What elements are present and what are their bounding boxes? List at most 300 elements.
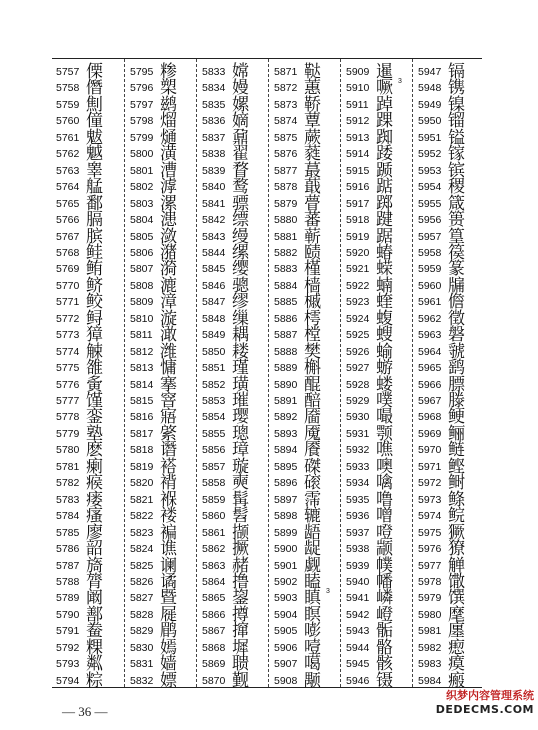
character-number: 5873 — [274, 98, 298, 111]
character-number: 5932 — [346, 444, 370, 457]
character-number: 5860 — [202, 510, 226, 523]
character-number: 5759 — [56, 98, 80, 111]
character-glyph: 觯 — [448, 555, 465, 576]
character-glyph: 蝓 — [376, 341, 393, 362]
character-glyph: 嫘 — [232, 94, 249, 115]
character-number: 5788 — [56, 575, 80, 588]
character-glyph: 骠 — [232, 193, 249, 214]
character-glyph: 瞑 — [304, 604, 321, 625]
character-glyph: 瑾 — [232, 358, 249, 379]
character-glyph: 缨 — [232, 259, 249, 280]
character-number: 5784 — [56, 510, 80, 523]
character-glyph: 辘 — [304, 506, 321, 527]
character-number: 5970 — [418, 444, 442, 457]
character-number: 5820 — [130, 477, 154, 490]
character-number: 5780 — [56, 444, 80, 457]
character-number: 5917 — [346, 197, 370, 210]
character-glyph: 樘 — [304, 325, 321, 346]
character-glyph: 獗 — [448, 522, 465, 543]
character-number: 5922 — [346, 279, 370, 292]
character-glyph: 颛 — [376, 539, 393, 560]
character-number: 5943 — [346, 625, 370, 638]
character-glyph: 褡 — [160, 456, 177, 477]
character-glyph: 蕺 — [304, 177, 321, 198]
character-number: 5893 — [274, 427, 298, 440]
character-number: 5804 — [130, 214, 154, 227]
character-number: 5942 — [346, 608, 370, 621]
column-divider — [412, 59, 413, 687]
character-number: 5900 — [274, 543, 298, 556]
character-glyph: 骼 — [376, 637, 393, 658]
character-glyph: 滕 — [448, 391, 465, 411]
character-glyph: 膂 — [86, 571, 103, 592]
character-glyph: 鲞 — [86, 621, 103, 642]
character-glyph: 篌 — [448, 242, 465, 263]
character-glyph: 鲟 — [86, 308, 103, 329]
character-number: 5858 — [202, 477, 226, 490]
character-number: 5901 — [274, 559, 298, 572]
character-number: 5966 — [418, 378, 442, 391]
character-glyph: 褛 — [160, 506, 177, 527]
watermark-url: DEDECMS.COM — [435, 703, 534, 716]
character-number: 5925 — [346, 329, 370, 342]
character-number: 5778 — [56, 411, 80, 424]
character-number: 5817 — [130, 427, 154, 440]
character-glyph: 蕙 — [304, 78, 321, 99]
character-number: 5790 — [56, 608, 80, 621]
character-glyph: 瘌 — [86, 456, 103, 477]
character-number: 5835 — [202, 98, 226, 111]
character-glyph: 夤 — [86, 374, 103, 395]
superscript-note: 3 — [326, 588, 330, 596]
character-glyph: 噘 — [376, 78, 393, 99]
character-glyph: 赭 — [232, 555, 249, 576]
character-number: 5913 — [346, 131, 370, 144]
character-number: 5857 — [202, 460, 226, 473]
character-glyph: 霈 — [304, 489, 321, 510]
character-number: 5870 — [202, 674, 226, 687]
character-number: 5971 — [418, 460, 442, 473]
character-glyph: 鋆 — [232, 588, 249, 609]
character-glyph: 鹚 — [160, 94, 177, 115]
character-number: 5928 — [346, 378, 370, 391]
character-number: 5805 — [130, 230, 154, 243]
character-glyph: 蕈 — [304, 111, 321, 132]
character-glyph: 鲔 — [86, 259, 103, 280]
character-number: 5955 — [418, 197, 442, 210]
character-number: 5938 — [346, 543, 370, 556]
character-number: 5842 — [202, 214, 226, 227]
character-number: 5940 — [346, 575, 370, 588]
character-number: 5969 — [418, 427, 442, 440]
character-number: 5787 — [56, 559, 80, 572]
character-glyph: 瘊 — [86, 473, 103, 494]
character-number: 5964 — [418, 345, 442, 358]
character-number: 5770 — [56, 279, 80, 292]
character-glyph: 嫚 — [232, 78, 249, 99]
character-number: 5809 — [130, 296, 154, 309]
character-glyph: 龉 — [304, 522, 321, 543]
character-number: 5849 — [202, 329, 226, 342]
character-number: 5912 — [346, 115, 370, 128]
character-number: 5794 — [56, 674, 80, 687]
character-glyph: 谰 — [160, 555, 177, 576]
character-number: 5983 — [418, 658, 442, 671]
character-number: 5757 — [56, 66, 80, 78]
character-glyph: 缫 — [232, 308, 249, 329]
character-number: 5904 — [274, 608, 298, 621]
character-glyph: 噙 — [376, 473, 393, 494]
character-number: 5875 — [274, 131, 298, 144]
character-number: 5811 — [130, 329, 153, 342]
character-number: 5798 — [130, 115, 154, 128]
character-number: 5851 — [202, 362, 226, 375]
character-glyph: 髯 — [232, 489, 249, 510]
character-number: 5982 — [418, 641, 442, 654]
character-number: 5975 — [418, 526, 442, 539]
character-glyph: 蕞 — [304, 160, 321, 181]
character-number: 5885 — [274, 296, 298, 309]
character-glyph: 睾 — [86, 160, 103, 181]
character-glyph: 撺 — [232, 621, 249, 642]
character-number: 5839 — [202, 164, 226, 177]
character-number: 5945 — [346, 658, 370, 671]
character-number: 5874 — [274, 115, 298, 128]
character-number: 5865 — [202, 592, 226, 605]
character-number: 5876 — [274, 148, 298, 161]
character-glyph: 噶 — [304, 654, 321, 675]
table-column — [126, 59, 198, 691]
character-glyph: 璁 — [232, 423, 249, 444]
character-glyph: 虢 — [448, 341, 465, 362]
character-number: 5785 — [56, 526, 80, 539]
character-glyph: 撅 — [232, 539, 249, 560]
character-number: 5777 — [56, 395, 80, 407]
table-row — [198, 670, 270, 692]
character-glyph: 觫 — [86, 341, 103, 362]
character-number: 5878 — [274, 181, 298, 194]
character-glyph: 蕃 — [304, 210, 321, 231]
character-glyph: 蝮 — [376, 308, 393, 329]
character-number: 5772 — [56, 312, 80, 325]
character-number: 5948 — [418, 82, 442, 95]
character-glyph: 獐 — [86, 325, 103, 346]
character-glyph: 麾 — [448, 604, 465, 625]
character-number: 5762 — [56, 148, 80, 161]
watermark-title: 织梦内容管理系统 — [446, 689, 534, 702]
character-glyph: 粼 — [86, 654, 103, 675]
character-glyph: 颙 — [304, 670, 321, 691]
character-glyph: 醅 — [304, 391, 321, 411]
character-glyph: 麽 — [86, 440, 103, 461]
watermark — [402, 689, 534, 716]
character-glyph: 蝣 — [376, 358, 393, 379]
character-glyph: 璀 — [232, 391, 249, 411]
character-number: 5915 — [346, 164, 370, 177]
character-number: 5789 — [56, 592, 80, 605]
character-glyph: 镓 — [448, 144, 465, 165]
character-number: 5930 — [346, 411, 370, 424]
character-number: 5979 — [418, 592, 442, 605]
character-glyph: 磙 — [304, 473, 321, 494]
character-number: 5823 — [130, 526, 154, 539]
character-number: 5775 — [56, 362, 80, 375]
character-glyph: 魃 — [86, 127, 103, 148]
character-glyph: 噜 — [376, 489, 393, 510]
character-glyph: 骸 — [376, 654, 393, 675]
character-glyph: 蕲 — [304, 226, 321, 247]
character-number: 5890 — [274, 378, 298, 391]
character-number: 5834 — [202, 82, 226, 95]
character-number: 5902 — [274, 575, 298, 588]
character-glyph: 嘬 — [376, 407, 393, 428]
character-number: 5911 — [346, 98, 369, 111]
character-number: 5816 — [130, 411, 154, 424]
character-glyph: 漶 — [160, 210, 177, 231]
character-glyph: 熘 — [160, 111, 177, 132]
character-number: 5774 — [56, 345, 80, 358]
character-number: 5896 — [274, 477, 298, 490]
character-number: 5859 — [202, 493, 226, 506]
character-number: 5796 — [130, 82, 154, 95]
character-number: 5933 — [346, 460, 370, 473]
character-glyph: 漯 — [160, 193, 177, 214]
column-divider — [268, 59, 269, 687]
character-number: 5795 — [130, 66, 154, 78]
character-number: 5934 — [346, 477, 370, 490]
character-number: 5833 — [202, 66, 226, 78]
character-number: 5962 — [418, 312, 442, 325]
character-number: 5837 — [202, 131, 226, 144]
character-number: 5944 — [346, 641, 370, 654]
character-number: 5935 — [346, 493, 370, 506]
character-glyph: 粽 — [86, 670, 103, 691]
character-glyph: 璜 — [232, 374, 249, 395]
character-glyph: 鄱 — [86, 193, 103, 214]
character-glyph: 踬 — [376, 160, 393, 181]
character-number: 5840 — [202, 181, 226, 194]
character-glyph: 嫦 — [232, 62, 249, 82]
character-number: 5949 — [418, 98, 442, 111]
character-glyph: 屣 — [160, 604, 177, 625]
character-glyph: 磔 — [304, 456, 321, 477]
character-glyph: 缦 — [232, 226, 249, 247]
character-glyph: 瞢 — [304, 193, 321, 214]
character-number: 5927 — [346, 362, 370, 375]
character-glyph: 樗 — [304, 308, 321, 329]
character-glyph: 稷 — [448, 177, 465, 198]
character-number: 5838 — [202, 148, 226, 161]
character-glyph: 嫣 — [160, 637, 177, 658]
character-number: 5981 — [418, 625, 442, 638]
character-glyph: 璋 — [232, 440, 249, 461]
character-glyph: 箴 — [448, 193, 465, 214]
character-number: 5889 — [274, 362, 298, 375]
character-glyph: 踟 — [376, 127, 393, 148]
character-glyph: 廖 — [86, 522, 103, 543]
character-glyph: 缧 — [232, 242, 249, 263]
character-number: 5952 — [418, 148, 442, 161]
character-glyph: 銮 — [86, 407, 103, 428]
character-glyph: 鲦 — [448, 489, 465, 510]
character-glyph: 膘 — [448, 374, 465, 395]
character-glyph: 鲚 — [86, 275, 103, 296]
character-glyph: 聩 — [232, 654, 249, 675]
character-number: 5763 — [56, 164, 80, 177]
table-row — [270, 670, 342, 692]
character-glyph: 嶝 — [376, 604, 393, 625]
character-glyph: 踔 — [376, 94, 393, 115]
character-number: 5808 — [130, 279, 154, 292]
character-number: 5806 — [130, 246, 154, 259]
character-number: 5767 — [56, 230, 80, 243]
column-divider — [340, 59, 341, 687]
character-glyph: 槊 — [160, 78, 177, 99]
character-glyph: 醌 — [304, 374, 321, 395]
character-glyph: 瘼 — [448, 654, 465, 675]
character-glyph: 窨 — [160, 391, 177, 411]
table-column — [414, 59, 486, 691]
character-number: 5819 — [130, 460, 154, 473]
character-glyph: 漳 — [160, 292, 177, 313]
character-number: 5951 — [418, 131, 442, 144]
character-glyph: 蕨 — [304, 127, 321, 148]
character-glyph: 蕤 — [304, 144, 321, 165]
character-number: 5956 — [418, 214, 442, 227]
character-number: 5853 — [202, 395, 226, 407]
character-glyph: 瞌 — [304, 571, 321, 592]
character-number: 5923 — [346, 296, 370, 309]
character-glyph: 寤 — [160, 407, 177, 428]
character-number: 5924 — [346, 312, 370, 325]
character-glyph: 馔 — [448, 588, 465, 609]
character-glyph: 鲡 — [448, 423, 465, 444]
character-glyph: 噗 — [376, 391, 393, 411]
table-column — [198, 59, 270, 691]
character-number: 5973 — [418, 493, 442, 506]
character-number: 5910 — [346, 82, 370, 95]
character-glyph: 瘛 — [448, 637, 465, 658]
character-number: 5799 — [130, 131, 154, 144]
character-number: 5863 — [202, 559, 226, 572]
character-glyph: 缥 — [232, 210, 249, 231]
character-number: 5855 — [202, 427, 226, 440]
character-number: 5761 — [56, 131, 80, 144]
table-column — [52, 59, 124, 691]
character-number: 5781 — [56, 460, 80, 473]
character-glyph: 嫡 — [232, 111, 249, 132]
character-glyph: 踞 — [376, 226, 393, 247]
character-glyph: 鞑 — [304, 62, 321, 82]
character-number: 5871 — [274, 66, 298, 78]
character-number: 5814 — [130, 378, 154, 391]
character-glyph: 僭 — [86, 78, 103, 99]
character-number: 5883 — [274, 263, 298, 276]
character-glyph: 澉 — [160, 325, 177, 346]
character-number: 5829 — [130, 625, 154, 638]
character-number: 5812 — [130, 345, 154, 358]
character-number: 5768 — [56, 246, 80, 259]
column-divider — [124, 59, 125, 687]
character-number: 5758 — [56, 82, 80, 95]
character-glyph: 瘢 — [448, 670, 465, 691]
character-glyph: 踒 — [376, 144, 393, 165]
character-glyph: 槲 — [304, 358, 321, 379]
character-glyph: 雒 — [86, 358, 103, 379]
character-number: 5815 — [130, 395, 154, 407]
character-number: 5947 — [418, 66, 442, 78]
character-number: 5766 — [56, 214, 80, 227]
character-number: 5856 — [202, 444, 226, 457]
character-number: 5907 — [274, 658, 298, 671]
character-glyph: 奭 — [232, 473, 249, 494]
character-glyph: 塾 — [86, 423, 103, 444]
character-number: 5828 — [130, 608, 154, 621]
character-glyph: 槿 — [304, 259, 321, 280]
character-number: 5972 — [418, 477, 442, 490]
character-number: 5950 — [418, 115, 442, 128]
character-glyph: 蝽 — [376, 242, 393, 263]
character-number: 5776 — [56, 378, 80, 391]
character-glyph: 膈 — [86, 210, 103, 231]
character-glyph: 潋 — [160, 226, 177, 247]
character-number: 5872 — [274, 82, 298, 95]
character-number: 5864 — [202, 575, 226, 588]
character-glyph: 篑 — [448, 210, 465, 231]
character-number: 5905 — [274, 625, 298, 638]
character-number: 5862 — [202, 543, 226, 556]
character-glyph: 磐 — [448, 325, 465, 346]
character-number: 5931 — [346, 427, 370, 440]
character-glyph: 僮 — [86, 111, 103, 132]
character-glyph: 鄯 — [86, 604, 103, 625]
character-glyph: 踺 — [376, 210, 393, 231]
character-glyph: 槭 — [304, 292, 321, 313]
character-number: 5914 — [346, 148, 370, 161]
character-glyph: 鲛 — [86, 292, 103, 313]
character-glyph: 蝰 — [376, 292, 393, 313]
character-number: 5941 — [346, 592, 370, 605]
character-number: 5782 — [56, 477, 80, 490]
character-number: 5978 — [418, 575, 442, 588]
character-glyph: 鞒 — [304, 94, 321, 115]
character-glyph: 觐 — [232, 670, 249, 691]
character-number: 5880 — [274, 214, 298, 227]
character-number: 5906 — [274, 641, 298, 654]
character-glyph: 螋 — [376, 325, 393, 346]
character-glyph: 镌 — [448, 78, 465, 99]
character-number: 5771 — [56, 296, 80, 309]
character-glyph: 鼐 — [232, 127, 249, 148]
character-glyph: 嫖 — [160, 670, 177, 691]
column-divider — [196, 59, 197, 687]
character-number: 5813 — [130, 362, 154, 375]
character-number: 5891 — [274, 395, 298, 407]
character-number: 5918 — [346, 214, 370, 227]
character-number: 5807 — [130, 263, 154, 276]
character-number: 5965 — [418, 362, 442, 375]
character-glyph: 镉 — [448, 62, 465, 82]
character-glyph: 噍 — [376, 440, 393, 461]
character-glyph: 镏 — [448, 111, 465, 132]
character-glyph: 漩 — [160, 308, 177, 329]
character-number: 5866 — [202, 608, 226, 621]
character-glyph: 搴 — [160, 374, 177, 395]
character-glyph: 餍 — [304, 440, 321, 461]
character-number: 5854 — [202, 411, 226, 424]
character-number: 5848 — [202, 312, 226, 325]
character-number: 5977 — [418, 559, 442, 572]
